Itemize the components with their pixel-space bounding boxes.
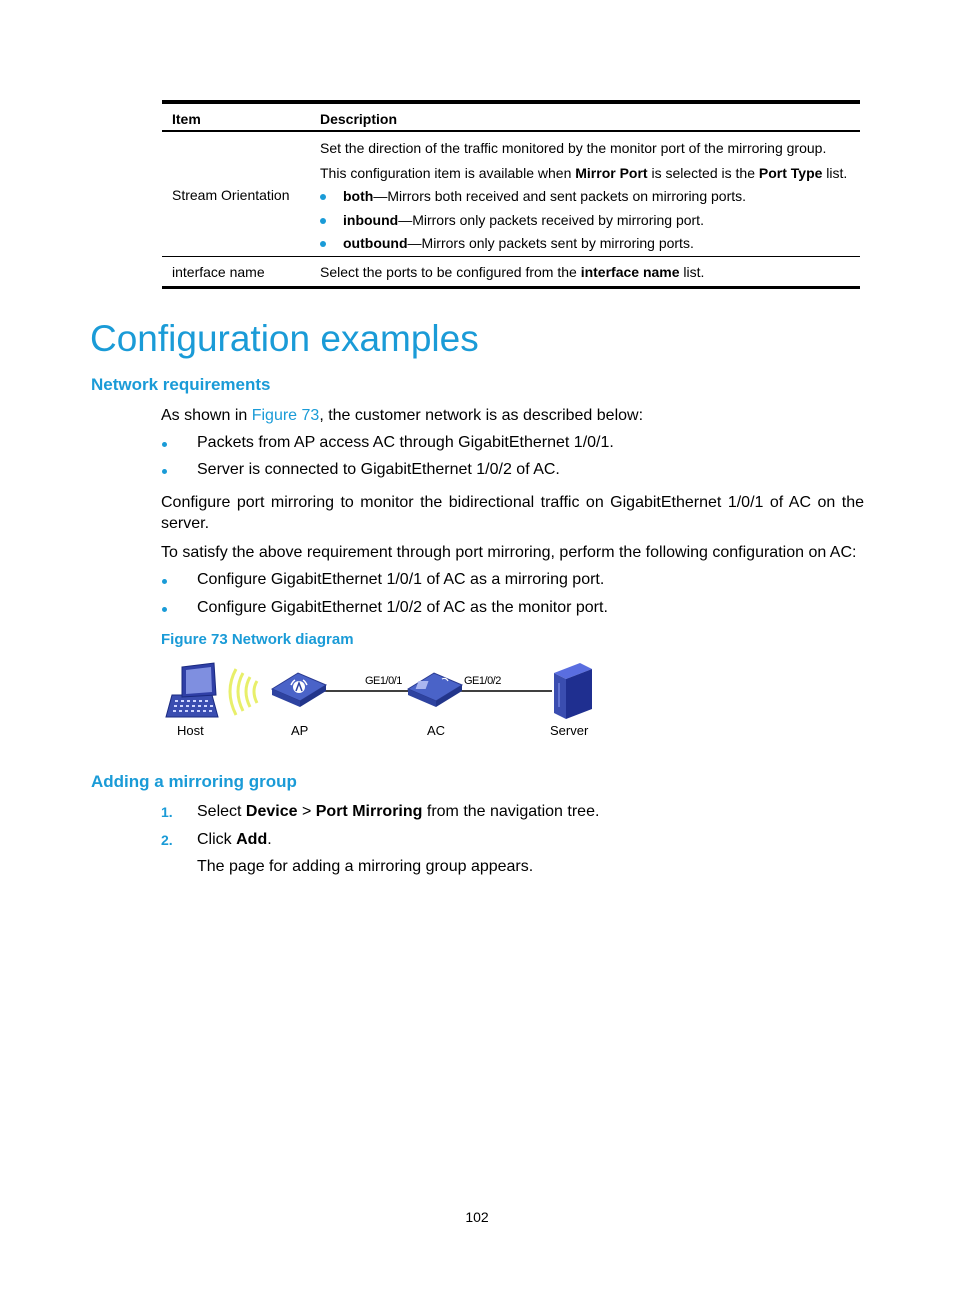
adding-mirroring-group-heading: Adding a mirroring group xyxy=(91,772,297,791)
step-item: 1. Select Device > Port Mirroring from the navigation tree. xyxy=(161,803,600,820)
bullet-dot xyxy=(320,218,326,224)
step-note: The page for adding a mirroring group appears. xyxy=(197,858,534,875)
paragraph: Configure port mirroring to monitor the bidirectional traffic on GigabitEthernet 1/0/1 of AC on the server. xyxy=(161,494,864,532)
step-number: 1. xyxy=(161,804,173,820)
header-description: Description xyxy=(320,111,398,127)
table-bottom-rule xyxy=(162,286,860,289)
bullet-item: both—Mirrors both received and sent packets on mirroring ports. xyxy=(320,188,746,204)
node-label-host: Host xyxy=(177,723,204,738)
bullet-dot xyxy=(162,442,167,447)
network-diagram xyxy=(160,655,610,745)
step-number: 2. xyxy=(161,832,173,848)
bullet-dot xyxy=(162,579,167,584)
laptop-icon xyxy=(166,663,218,717)
access-controller-icon xyxy=(408,673,462,707)
node-label-server: Server xyxy=(550,723,589,738)
section-title: Configuration examples xyxy=(90,318,479,359)
table-row xyxy=(162,257,860,287)
bullet-item: outbound—Mirrors only packets sent by mirroring ports. xyxy=(320,235,694,251)
row-desc-line: Select the ports to be configured from the interface name list. xyxy=(320,264,705,280)
row-desc-line: Set the direction of the traffic monitored by the monitor port of the mirroring group. xyxy=(320,140,827,156)
figure-link[interactable]: Figure 73 xyxy=(251,407,320,424)
server-icon xyxy=(554,663,592,719)
page-number: 102 xyxy=(465,1209,489,1225)
list-item: Server is connected to GigabitEthernet 1/0/2 of AC. xyxy=(161,461,560,479)
table-row xyxy=(162,132,860,256)
row-desc-line: This configuration item is available when Mirror Port is selected is the Port Type list. xyxy=(320,165,848,181)
table-header xyxy=(162,104,860,130)
bullet-dot xyxy=(162,469,167,474)
list-item: Configure GigabitEthernet 1/0/1 of AC as a mirroring port. xyxy=(161,571,604,589)
port-label-ge1-0-2: GE1/0/2 xyxy=(464,675,501,687)
list-item: Configure GigabitEthernet 1/0/2 of AC as the monitor port. xyxy=(161,599,608,617)
figure-caption: Figure 73 Network diagram xyxy=(161,631,354,648)
row-item-interface-name: interface name xyxy=(172,264,265,280)
network-requirements-heading: Network requirements xyxy=(91,375,271,394)
bullet-dot xyxy=(320,194,326,200)
node-label-ap: AP xyxy=(291,723,309,738)
access-point-icon xyxy=(272,673,326,707)
wireless-waves-icon xyxy=(230,669,257,715)
header-item: Item xyxy=(172,111,201,127)
paragraph: To satisfy the above requirement through port mirroring, perform the following configuration on AC: xyxy=(161,544,857,561)
bullet-dot xyxy=(162,607,167,612)
row-item-stream-orientation: Stream Orientation xyxy=(172,187,290,203)
port-label-ge1-0-1: GE1/0/1 xyxy=(365,675,402,687)
bullet-dot xyxy=(320,241,326,247)
list-item: Packets from AP access AC through GigabitEthernet 1/0/1. xyxy=(161,434,614,452)
step-item: 2. Click Add. xyxy=(161,831,272,848)
network-diagram-svg xyxy=(160,655,610,745)
node-label-ac: AC xyxy=(427,723,446,738)
intro-paragraph: As shown in Figure 73, the customer network is as described below: xyxy=(161,407,644,424)
bullet-item: inbound—Mirrors only packets received by mirroring port. xyxy=(320,212,704,228)
